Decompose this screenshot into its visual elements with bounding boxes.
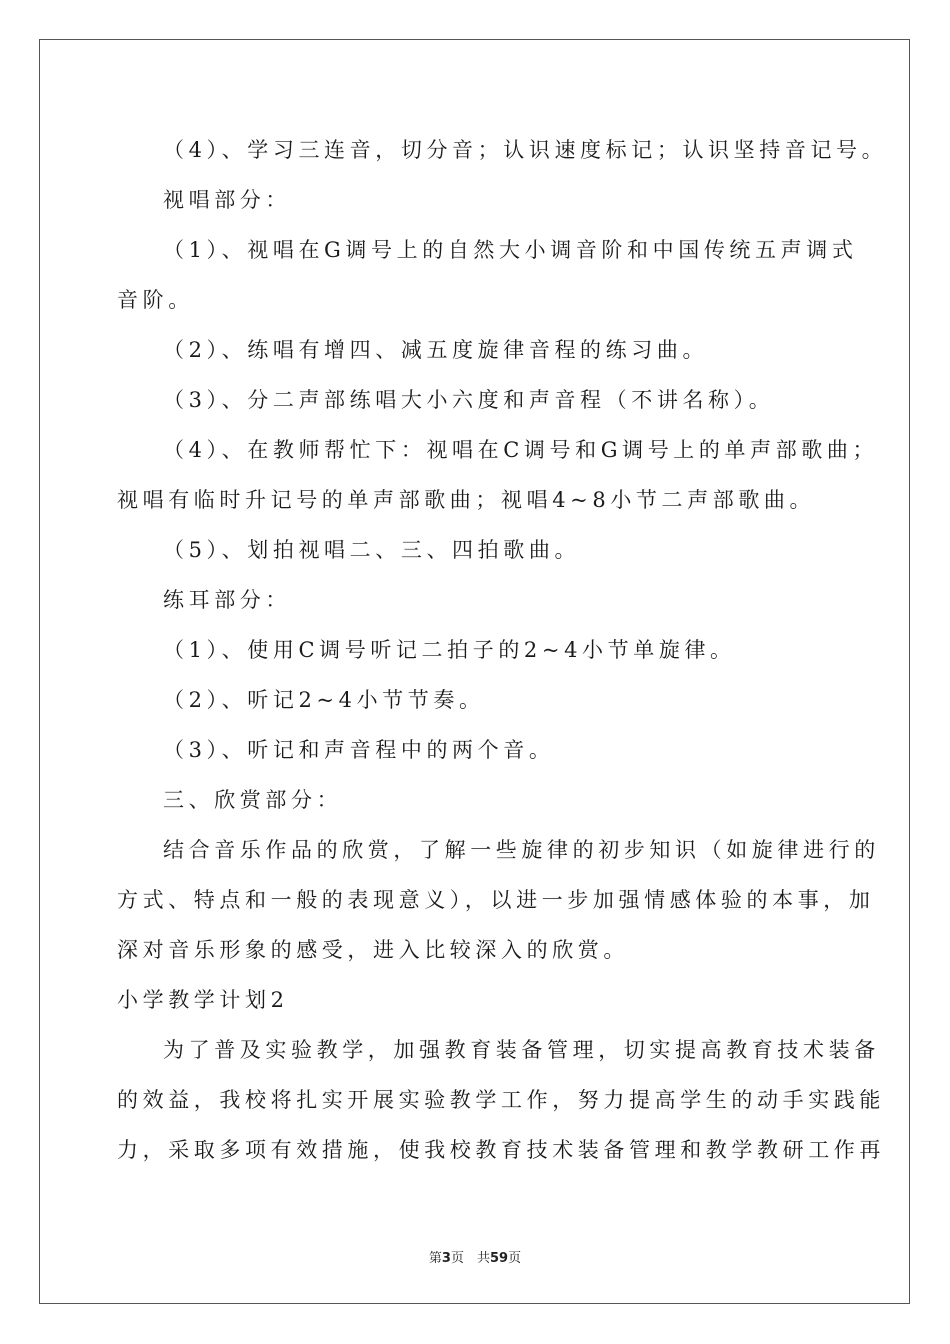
footer-suffix: 页 <box>508 1251 522 1266</box>
text-line: 方式、特点和一般的表现意义），以进一步加强情感体验的本事，加 <box>117 888 875 912</box>
text-line: （1）、视唱在G调号上的自然大小调音阶和中国传统五声调式 <box>163 238 858 262</box>
text-line: （1）、使用C调号听记二拍子的2~4小节单旋律。 <box>163 638 736 662</box>
text-line: （4）、在教师帮忙下：视唱在C调号和G调号上的单声部歌曲； <box>163 438 879 462</box>
text-line: 为了普及实验教学，加强教育装备管理，切实提高教育技术装备 <box>163 1038 880 1062</box>
footer-mid: 页 共 <box>450 1251 490 1266</box>
text-line: （3）、听记和声音程中的两个音。 <box>163 738 555 762</box>
total-pages: 59 <box>489 1251 509 1266</box>
section-heading: 三、欣赏部分： <box>163 788 343 812</box>
page-border <box>39 39 910 1304</box>
text-line: （2）、听记2~4小节节奏。 <box>163 688 485 712</box>
text-line: 深对音乐形象的感受，进入比较深入的欣赏。 <box>117 938 629 962</box>
text-line: 结合音乐作品的欣赏，了解一些旋律的初步知识（如旋律进行的 <box>163 838 880 862</box>
text-line: （3）、分二声部练唱大小六度和声音程（不讲名称）。 <box>163 388 775 412</box>
text-line: 音阶。 <box>117 288 194 312</box>
footer-prefix: 第 <box>428 1251 442 1266</box>
page-number: 3 <box>441 1251 451 1266</box>
text-line: 视唱部分： <box>163 188 291 212</box>
page-footer <box>0 1247 950 1266</box>
text-line: 练耳部分： <box>163 588 291 612</box>
text-line: （4）、学习三连音，切分音；认识速度标记；认识坚持音记号。 <box>163 138 888 162</box>
text-line: （5）、划拍视唱二、三、四拍歌曲。 <box>163 538 581 562</box>
text-line: 视唱有临时升记号的单声部歌曲；视唱4~8小节二声部歌曲。 <box>117 488 816 512</box>
text-line: 力，采取多项有效措施，使我校教育技术装备管理和教学教研工作再 <box>117 1138 885 1162</box>
text-line: 的效益，我校将扎实开展实验教学工作，努力提高学生的动手实践能 <box>117 1088 885 1112</box>
document-title: 小学教学计划2 <box>117 988 289 1012</box>
text-line: （2）、练唱有增四、减五度旋律音程的练习曲。 <box>163 338 709 362</box>
